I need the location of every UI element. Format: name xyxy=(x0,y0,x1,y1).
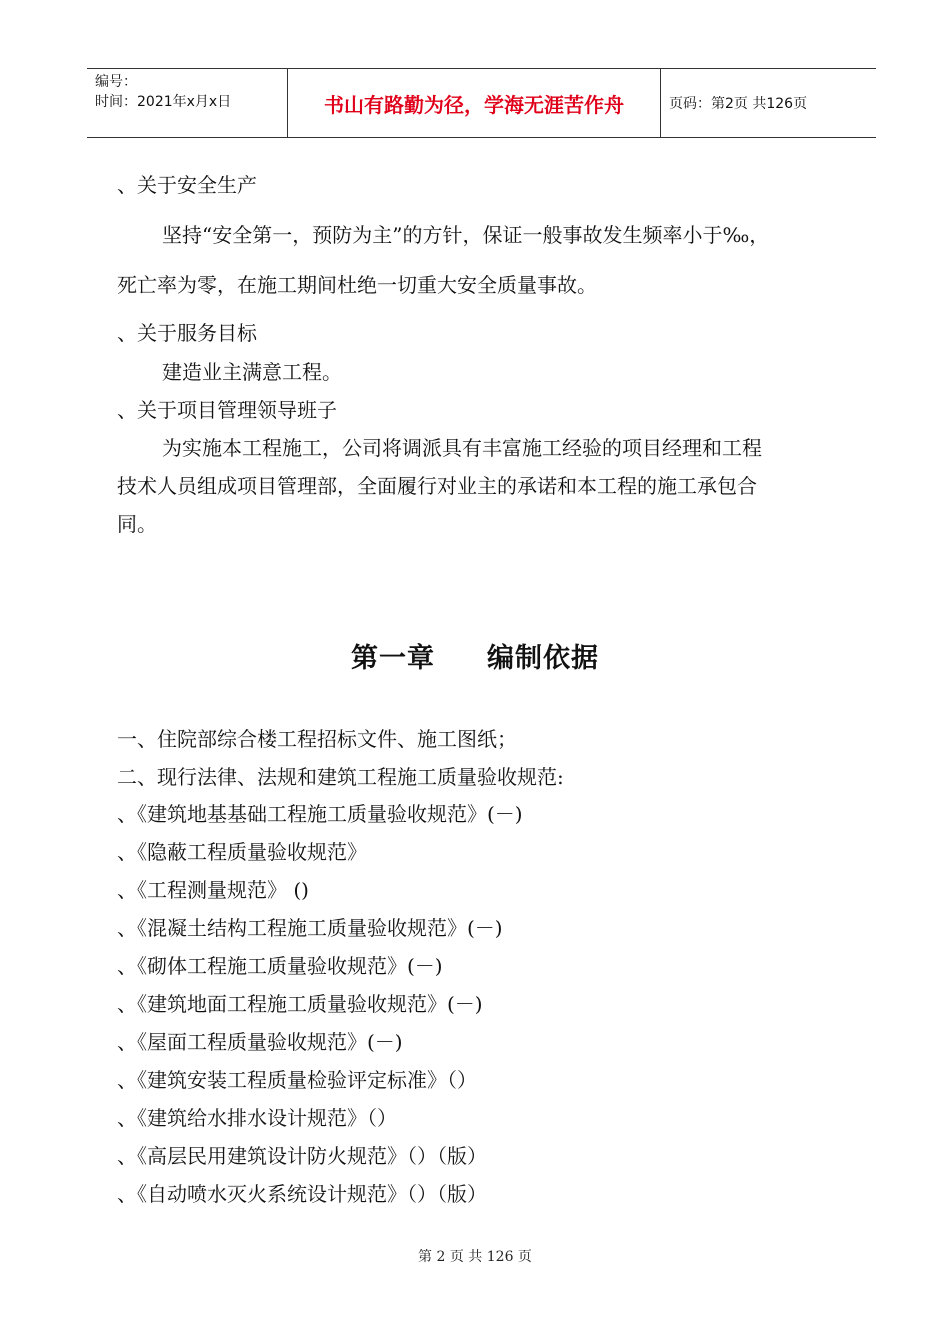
norm-item: 、《高层民用建筑设计防火规范》（）（版） xyxy=(117,1144,487,1168)
chapter-name: 编制依据 xyxy=(487,643,599,674)
chapter-title xyxy=(0,636,950,675)
management-paragraph-line-1: 为实施本工程施工，公司将调派具有丰富施工经验的项目经理和工程 xyxy=(162,436,762,460)
management-paragraph-line-3: 同。 xyxy=(117,512,157,536)
time-label: 时间：2021年x月x日 xyxy=(95,94,232,110)
norm-item: 、《工程测量规范》 () xyxy=(117,878,309,902)
norm-item: 、《建筑安装工程质量检验评定标准》（） xyxy=(117,1068,477,1092)
page-footer: 第 2 页 共 126 页 xyxy=(418,1249,532,1265)
norm-item: 、《建筑地面工程施工质量验收规范》(－) xyxy=(117,992,483,1016)
number-label: 编号： xyxy=(95,74,137,90)
safety-paragraph-line-2: 死亡率为零，在施工期间杜绝一切重大安全质量事故。 xyxy=(117,273,597,297)
header-motto: 书山有路勤为径，学海无涯苦作舟 xyxy=(287,69,661,137)
safety-paragraph-line-1: 坚持“安全第一，预防为主”的方针，保证一般事故发生频率小于‰， xyxy=(162,223,770,247)
safety-heading: 、关于安全生产 xyxy=(117,173,257,197)
basis-item-2: 二、现行法律、法规和建筑工程施工质量验收规范: xyxy=(117,765,564,789)
norm-item: 、《建筑给水排水设计规范》（） xyxy=(117,1106,397,1130)
norm-item: 、《混凝土结构工程施工质量验收规范》(－) xyxy=(117,916,503,940)
service-paragraph: 建造业主满意工程。 xyxy=(162,360,342,384)
management-paragraph-line-2: 技术人员组成项目管理部，全面履行对业主的承诺和本工程的施工承包合 xyxy=(117,474,757,498)
page-header xyxy=(87,68,876,138)
management-heading: 、关于项目管理领导班子 xyxy=(117,398,337,422)
norm-item: 、《隐蔽工程质量验收规范》 xyxy=(117,840,367,864)
norm-item: 、《建筑地基基础工程施工质量验收规范》(－) xyxy=(117,802,523,826)
header-meta xyxy=(87,69,287,137)
service-heading: 、关于服务目标 xyxy=(117,321,257,345)
norm-item: 、《砌体工程施工质量验收规范》(－) xyxy=(117,954,443,978)
basis-item-1: 一、住院部综合楼工程招标文件、施工图纸； xyxy=(117,727,517,751)
norm-item: 、《自动喷水灭火系统设计规范》（）（版） xyxy=(117,1182,487,1206)
header-page-info: 页码：第2页 共126页 xyxy=(669,96,808,112)
chapter-number: 第一章 xyxy=(351,643,435,674)
norm-item: 、《屋面工程质量验收规范》(－) xyxy=(117,1030,403,1054)
